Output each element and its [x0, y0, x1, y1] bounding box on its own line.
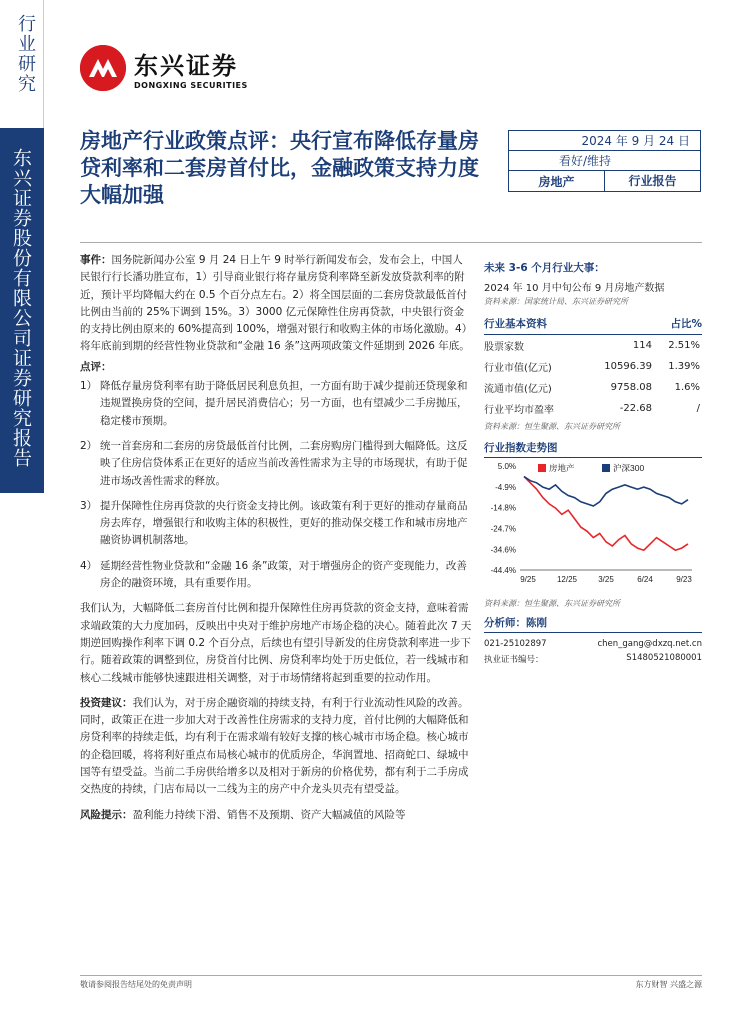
event-paragraph [80, 252, 473, 356]
risk-paragraph [80, 807, 473, 824]
rating: 看好/维持 [509, 151, 700, 171]
logo-mark-icon [80, 45, 126, 91]
point-text: 统一首套房和二套房的房贷最低首付比例，二套房购房门槛得到大幅降低。这反映了住房信贷体系正在更好的适应当前改善性需求为主导的市场现状，有助于促进市场改善性需求的释放。 [100, 439, 468, 487]
point-text: 提升保障性住房再贷款的央行资金支持比例。该政策有利于更好的推动存量商品房去库存，增强银行和收购主体的积极性，更好的推动保交楼工作和城市房地产融资协调机制落地。 [100, 499, 468, 547]
comment-point [80, 438, 473, 490]
table-row [484, 356, 702, 377]
index-chart [484, 458, 702, 593]
page-title: 房地产行业政策点评：央行宣布降低存量房贷利率和二套房首付比，金融政策支持力度大幅加强 [80, 129, 479, 207]
logo-cn: 东兴证券 [134, 52, 238, 80]
table-row [484, 335, 702, 356]
comment-points [80, 378, 473, 592]
cert-label: 执业证书编号： [484, 655, 544, 665]
table-cell-pct: 2.51% [668, 340, 700, 351]
table-source: 资料来源：恒生聚源、东兴证券研究所 [484, 422, 620, 431]
series-line-1 [524, 477, 688, 507]
table-title: 行业基本资料 [484, 318, 547, 330]
events-source: 资料来源：国家统计局、东兴证券研究所 [484, 297, 628, 306]
table-cell-pct: 1.39% [668, 361, 700, 372]
point-text: 降低存量房贷利率有助于降低居民利息负担，一方面有助于减少提前还贷现象和违规置换房贷的空间，提升居民消费信心；另一方面，也有望减少二手房抛压，稳定楼市预期。 [100, 380, 468, 427]
point-number: 4） [80, 559, 98, 572]
event-text: 国务院新闻办公室 9 月 24 日上午 9 时举行新闻发布会，发布会上，中国人民银行行长潘功胜宣布，1）引导商业银行将存量房贷利率降至新发放贷款利率的附近，预计平均降幅大约在 0.5 个百分点左右。2）将全国层面的二套房贷款最低首付比例由当前的 25%下调到 15%。3）3000 亿元保障性住房再贷款，中央银行资金的支持比例由原来的 60%提高到 100%，增强对银行和收购主体的市场化激励。4）将年底前到期的经营性物业贷款和“金融 16 条”这两项政策文件延期到 2026 年底。 [80, 254, 473, 353]
sidebar-main [0, 128, 44, 493]
comment-label: 点评： [80, 360, 112, 373]
table-cell-pct: 1.6% [674, 382, 700, 393]
legend-swatch [602, 464, 610, 472]
footer-slogan: 东方财智 兴盛之源 [635, 980, 702, 989]
table-cell-value: 9758.08 [610, 382, 652, 393]
risk-text: 盈利能力持续下滑、销售不及预期、资产大幅减值的风险等 [132, 808, 406, 821]
analyst-phone: 021-25102897 [484, 639, 547, 649]
legend-label: 沪深300 [613, 463, 645, 473]
point-number: 2） [80, 439, 98, 452]
point-number: 1） [80, 380, 98, 393]
x-tick-label: 3/25 [598, 575, 614, 584]
chart-source: 资料来源：恒生聚源、东兴证券研究所 [484, 599, 620, 608]
y-tick-label: 5.0% [497, 462, 516, 471]
divider [80, 242, 702, 243]
y-tick-label: -34.6% [490, 545, 516, 555]
analyst-email[interactable]: chen_gang@dxzq.net.cn [597, 639, 702, 649]
table-cell-value: 10596.39 [604, 361, 652, 372]
report-date: 2024 年 9 月 24 日 [509, 131, 700, 151]
y-tick-label: -4.9% [495, 482, 516, 492]
legend-swatch [538, 464, 546, 472]
sidebar-top [0, 0, 44, 128]
point-number: 3） [80, 499, 98, 512]
footer-disclaimer: 敬请参阅报告结尾处的免责声明 [80, 980, 192, 989]
advice-paragraph [80, 695, 473, 799]
sidebar-main-label: 东兴证券股份有限公司证券研究报告 [10, 148, 32, 468]
table-cell-value: 114 [632, 340, 652, 351]
table-cell-label: 行业市值(亿元) [484, 363, 552, 374]
comment-point [80, 378, 473, 430]
chart-title: 行业指数走势图 [484, 440, 702, 458]
industry-table [484, 335, 702, 419]
x-tick-label: 9/25 [520, 575, 536, 584]
table-cell-label: 行业平均市盈率 [484, 405, 554, 416]
opinion-paragraph: 我们认为，大幅降低二套房首付比例和提升保障性住房再贷款的资金支持，意味着需求端政策的大力度加码，反映出中央对于维护房地产市场企稳的决心。随着此次 7 天期逆回购操作利率下调 0.2 个百分点，后续也有望引导新发的住房贷款利率进一步下行。随着政策的调整到位，房贷首付比例、房贷利率均处于历史低位，若一线城市和核心二线城市能够快速跟进相关调整，对于市场情绪将起到重要的拉动作用。 [80, 602, 472, 684]
analyst-title: 分析师：陈刚 [484, 615, 702, 633]
logo-en: DONGXING SECURITIES [134, 81, 248, 90]
comment-point [80, 558, 473, 593]
risk-label: 风险提示： [80, 808, 133, 821]
sidebar-top-label: 行业研究 [15, 14, 36, 94]
events-text: 2024 年 10 月中旬公布 9 月房地产数据 [484, 283, 665, 294]
main-body [80, 252, 473, 827]
analyst-contact [484, 639, 702, 649]
x-tick-label: 12/25 [556, 575, 578, 584]
company-logo [80, 40, 248, 96]
y-tick-label: -24.7% [490, 524, 516, 534]
report-info-box [508, 130, 701, 192]
info-row [509, 171, 700, 191]
table-cell-label: 流通市值(亿元) [484, 384, 552, 395]
event-label: 事件： [80, 254, 112, 266]
advice-text: 我们认为，对于房企融资端的持续支持，有利于行业流动性风险的改善。同时，政策正在进一步加大对于改善性住房需求的支持力度，首付比例的大幅降低和房贷利率的持续走低，均有利于在需求端有较好支撑的核心城市市场企稳。核心城市的企稳回暖，将将利好重点布局核心城市的优质房企，华润置地、招商蛇口、绿城中国等有望受益。当前二手房供给增多以及相对于新房的价格优势，都有利于二手房成交热度的持续，门店布局以一二线为主的房产中介龙头贝壳有望受益。 [80, 696, 469, 796]
x-tick-label: 6/24 [637, 575, 653, 584]
table-row [484, 377, 702, 398]
table-cell-pct: / [696, 403, 700, 414]
series-line-0 [524, 477, 688, 551]
table-cell-value: -22.68 [619, 403, 652, 414]
advice-label: 投资建议： [80, 696, 133, 709]
legend-label: 房地产 [549, 463, 575, 473]
sidebar [0, 0, 44, 1024]
events-title: 未来 3-6 个月行业大事： [484, 262, 605, 274]
cert-number: S1480521080001 [626, 653, 702, 663]
right-column [484, 252, 702, 665]
table-header [484, 312, 702, 335]
point-text: 延期经营性物业贷款和“金融 16 条”政策，对于增强房企的资产变现能力，改善房企的融资环境，具有重要作用。 [100, 559, 467, 590]
sector: 房地产 [538, 174, 575, 189]
y-tick-label: -44.4% [490, 566, 516, 575]
y-tick-label: -14.8% [490, 503, 516, 513]
table-col: 占比% [670, 318, 702, 330]
x-tick-label: 9/23 [676, 575, 692, 584]
analyst-cert [484, 653, 702, 665]
report-type: 行业报告 [604, 171, 700, 191]
comment-point [80, 498, 473, 550]
table-row [484, 398, 702, 419]
table-cell-label: 股票家数 [484, 342, 524, 353]
footer-divider [80, 975, 702, 976]
